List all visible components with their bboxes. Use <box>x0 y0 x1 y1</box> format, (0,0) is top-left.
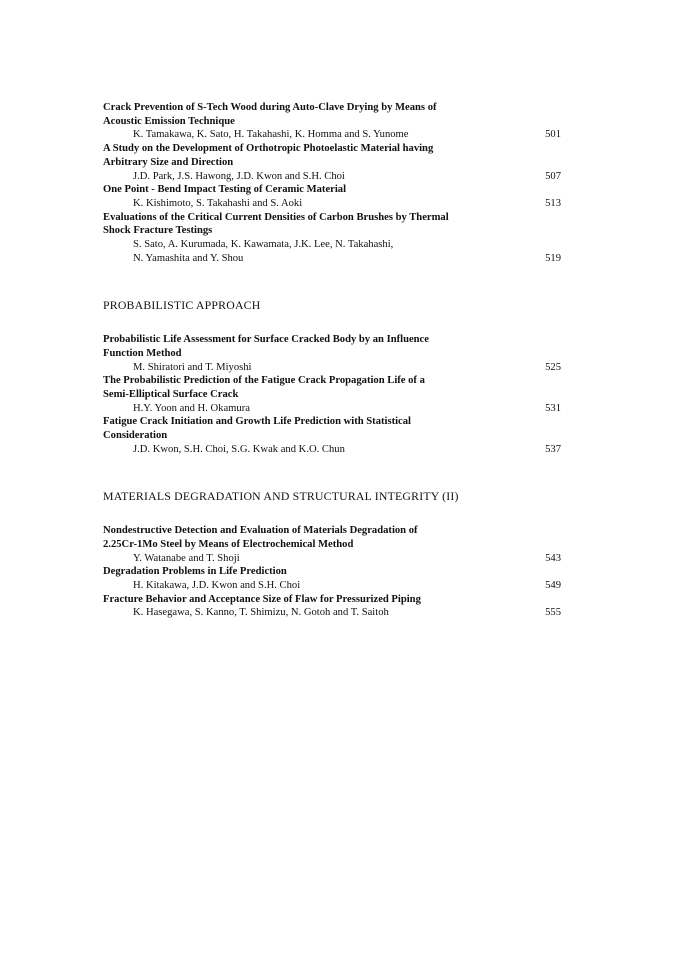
entry-title-line: Probabilistic Life Assessment for Surface Cracked Body by an Influence <box>103 334 429 346</box>
toc-entry <box>103 593 565 620</box>
toc-entry <box>103 142 565 183</box>
entry-authors-line: K. Kishimoto, S. Takahashi and S. Aoki <box>133 197 303 209</box>
toc-entry <box>103 374 565 415</box>
entry-title-line: Arbitrary Size and Direction <box>103 156 234 168</box>
entry-page-number: 543 <box>545 552 561 564</box>
toc-entry <box>103 211 565 266</box>
entry-title-line: Evaluations of the Critical Current Densities of Carbon Brushes by Thermal <box>103 211 449 223</box>
entry-page-number: 531 <box>545 402 561 414</box>
entry-authors-line: H.Y. Yoon and H. Okamura <box>133 402 250 414</box>
entry-title-line: A Study on the Development of Orthotropic Photoelastic Material having <box>103 143 434 155</box>
entry-authors-line: J.D. Kwon, S.H. Choi, S.G. Kwak and K.O. Chun <box>133 443 345 455</box>
entry-title-line: Shock Fracture Testings <box>103 225 213 237</box>
entry-authors-line: J.D. Park, J.S. Hawong, J.D. Kwon and S.H. Choi <box>133 170 345 182</box>
entry-page-number: 513 <box>545 197 561 209</box>
entry-title-line: Crack Prevention of S-Tech Wood during Auto-Clave Drying by Means of <box>103 102 437 113</box>
entry-title-line: Consideration <box>103 430 168 442</box>
entry-page-number: 507 <box>545 170 561 182</box>
entry-authors-line: Y. Watanabe and T. Shoji <box>133 552 240 564</box>
table-of-contents <box>103 101 565 620</box>
entry-page-number: 537 <box>545 443 561 455</box>
entry-title-line: Acoustic Emission Technique <box>103 115 235 127</box>
entry-page-number: 549 <box>545 579 561 591</box>
entry-page-number: 555 <box>545 607 561 619</box>
entry-title-line: Function Method <box>103 347 182 359</box>
toc-group <box>103 299 565 456</box>
toc-entry <box>103 565 565 592</box>
entry-title-line: Fracture Behavior and Acceptance Size of Flaw for Pressurized Piping <box>103 593 421 605</box>
entry-authors-line: M. Shiratori and T. Miyoshi <box>133 361 252 373</box>
entry-title-line: Degradation Problems in Life Prediction <box>103 566 287 578</box>
entry-title-line: 2.25Cr-1Mo Steel by Means of Electrochemical Method <box>103 538 354 550</box>
toc-group <box>103 101 565 265</box>
entry-title-line: One Point - Bend Impact Testing of Ceramic Material <box>103 184 347 196</box>
toc-entry <box>103 183 565 210</box>
section-heading: PROBABILISTIC APPROACH <box>103 298 261 313</box>
entry-authors-line: S. Sato, A. Kurumada, K. Kawamata, J.K. Lee, N. Takahashi, <box>133 239 394 251</box>
entry-title-line: Fatigue Crack Initiation and Growth Life Prediction with Statistical <box>103 416 411 428</box>
toc-entry <box>103 333 565 374</box>
entry-authors-line: K. Tamakawa, K. Sato, H. Takahashi, K. Homma and S. Yunome <box>133 129 409 141</box>
entry-page-number: 519 <box>545 252 561 264</box>
entry-title-line: Nondestructive Detection and Evaluation of Materials Degradation of <box>103 525 418 537</box>
toc-group <box>103 490 565 620</box>
entry-authors-line: N. Yamashita and Y. Shou <box>133 252 244 264</box>
entry-authors-line: H. Kitakawa, J.D. Kwon and S.H. Choi <box>133 579 301 591</box>
toc-entry <box>103 524 565 565</box>
entry-authors-line: K. Hasegawa, S. Kanno, T. Shimizu, N. Gotoh and T. Saitoh <box>133 607 389 619</box>
entry-page-number: 501 <box>545 129 561 141</box>
entry-title-line: Semi-Elliptical Surface Crack <box>103 388 239 400</box>
section-heading: MATERIALS DEGRADATION AND STRUCTURAL INTEGRITY (II) <box>103 489 459 504</box>
toc-entry <box>103 101 565 142</box>
entry-page-number: 525 <box>545 361 561 373</box>
toc-entry <box>103 415 565 456</box>
entry-title-line: The Probabilistic Prediction of the Fatigue Crack Propagation Life of a <box>103 375 425 387</box>
